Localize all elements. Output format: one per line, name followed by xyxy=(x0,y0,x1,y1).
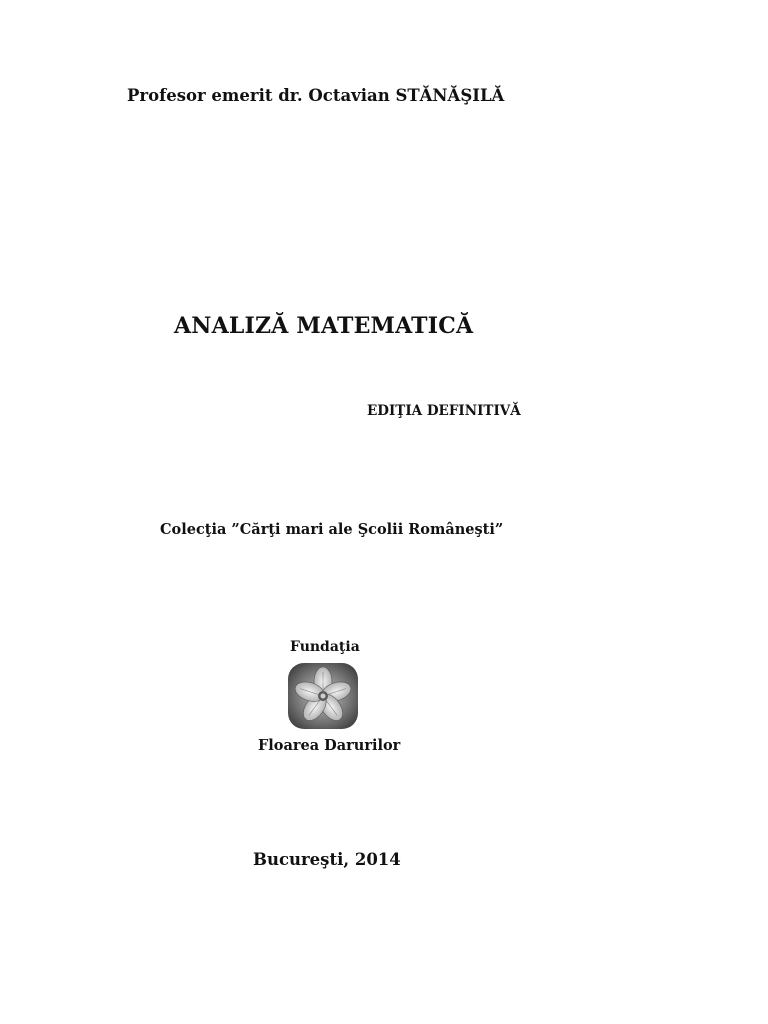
publisher-name-bottom: Floarea Darurilor xyxy=(258,737,401,754)
author-line: Profesor emerit dr. Octavian STĂNĂŞILĂ xyxy=(127,86,505,105)
edition-label: EDIŢIA DEFINITIVĂ xyxy=(367,403,521,419)
place-and-year: Bucureşti, 2014 xyxy=(253,850,401,869)
collection-label: Colecţia ”Cărţi mari ale Şcolii Româneşti” xyxy=(160,521,504,538)
flower-logo-icon xyxy=(288,663,358,729)
book-title: ANALIZĂ MATEMATICĂ xyxy=(174,313,474,339)
publisher-name-top: Fundaţia xyxy=(290,639,360,655)
